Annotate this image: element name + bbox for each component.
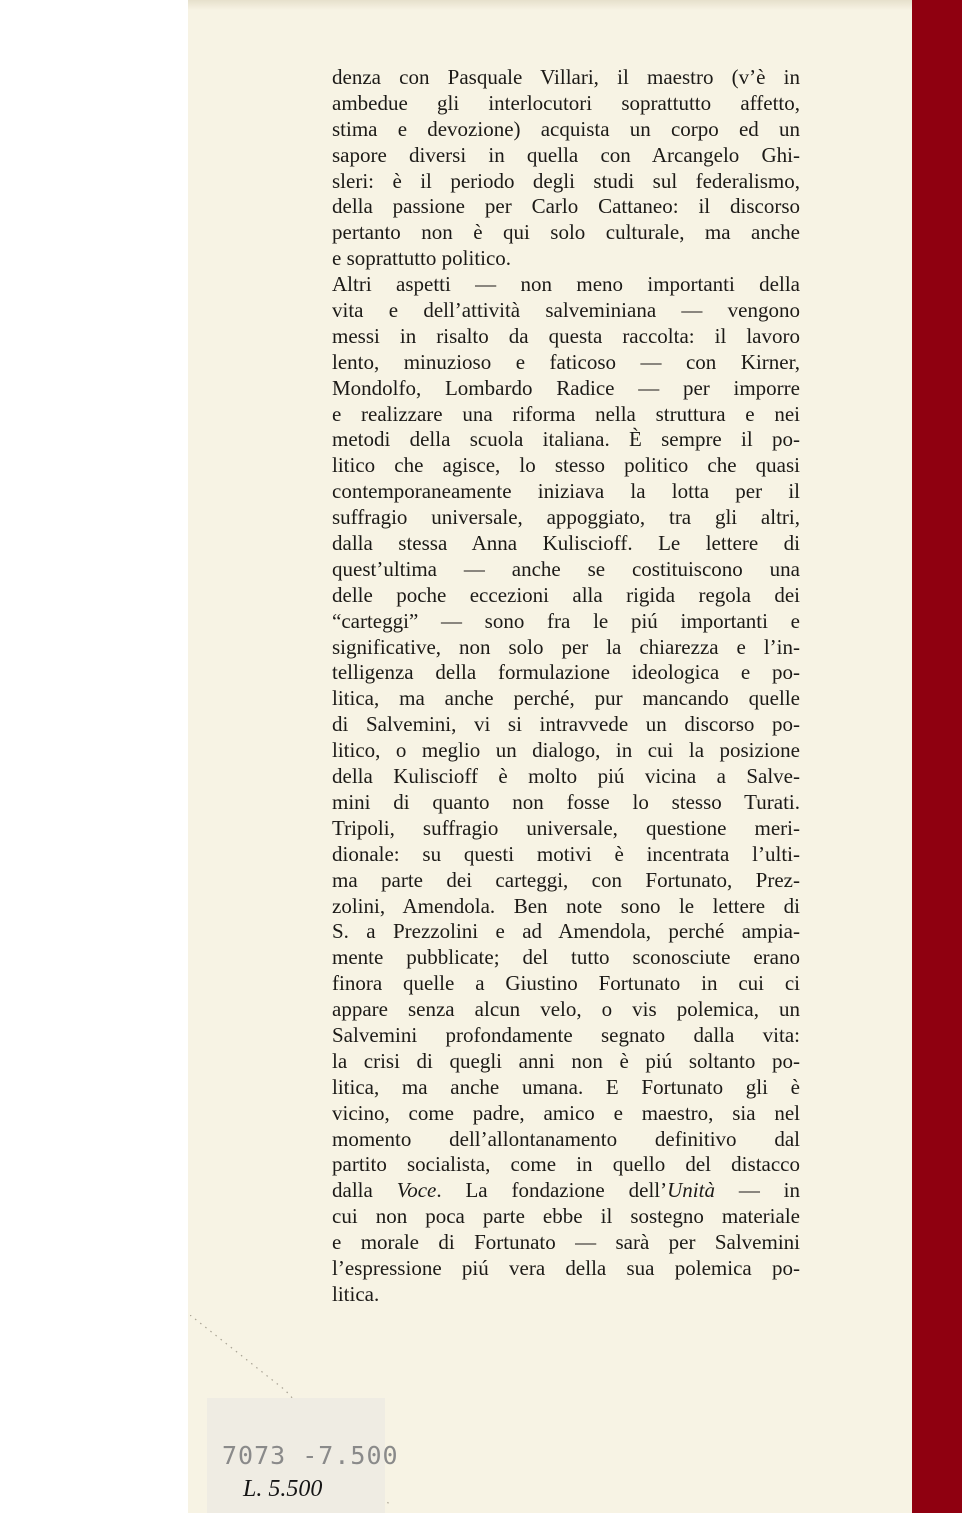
- blurb-paragraph: [332, 65, 800, 1308]
- price-label: L. 5.500: [243, 1476, 323, 1502]
- text-line: Altri aspetti — non meno importanti della: [332, 272, 800, 297]
- stamp-code: 7073 -7.500: [222, 1441, 399, 1470]
- text-line: “carteggi” — sono fra le piú importanti e: [332, 608, 800, 633]
- text-line: momento dell’allontanamento definitivo dal: [332, 1126, 800, 1151]
- text-line: sleri: è il periodo degli studi sul federalismo,: [332, 168, 800, 193]
- text-line: cui non poca parte ebbe il sostegno materiale: [332, 1204, 800, 1229]
- text-line: S. a Prezzolini e ad Amendola, perché ampia-: [332, 919, 800, 944]
- text-line: mente pubblicate; del tutto sconosciute erano: [332, 945, 800, 970]
- text-line: vicino, come padre, amico e maestro, sia nel: [332, 1100, 800, 1125]
- text-line: e soprattutto politico.: [332, 246, 512, 271]
- text-line: metodi della scuola italiana. È sempre il po-: [332, 427, 800, 452]
- text-line: dalla Voce. La fondazione dell’Unità — in: [332, 1178, 801, 1203]
- text-line: contemporaneamente iniziava la lotta per il: [332, 479, 800, 504]
- text-line: lento, minuzioso e faticoso — con Kirner,: [332, 349, 800, 374]
- text-line: litico, o meglio un dialogo, in cui la posizione: [332, 738, 800, 763]
- text-line: significative, non solo per la chiarezza e l’in-: [332, 634, 800, 659]
- scan-margin: [0, 0, 188, 1513]
- text-line: zolini, Amendola. Ben note sono le lettere di: [332, 893, 800, 918]
- text-line: stima e devozione) acquista un corpo ed un: [332, 116, 800, 141]
- text-line: ma parte dei carteggi, con Fortunato, Prez-: [332, 867, 800, 892]
- text-line: vita e dell’attività salveminiana — vengono: [332, 298, 800, 323]
- text-line: Salvemini profondamente segnato dalla vita:: [332, 1022, 800, 1047]
- text-line: suffragio universale, appoggiato, tra gli altri,: [332, 505, 800, 530]
- text-line: e realizzare una riforma nella struttura e nei: [332, 401, 800, 426]
- text-line: delle poche eccezioni alla rigida regola dei: [332, 582, 800, 607]
- page-top-shadow: [188, 0, 912, 10]
- text-line: appare senza alcun velo, o vis polemica, un: [332, 997, 800, 1022]
- text-line: denza con Pasquale Villari, il maestro (v’è in: [332, 65, 800, 89]
- text-line: della passione per Carlo Cattaneo: il discorso: [332, 194, 800, 219]
- text-line: litica, ma anche umana. E Fortunato gli è: [332, 1074, 800, 1099]
- text-line: dalla stessa Anna Kuliscioff. Le lettere di: [332, 531, 800, 556]
- text-line: messi in risalto da questa raccolta: il lavoro: [332, 323, 800, 348]
- text-line: litica, ma anche perché, pur mancando quelle: [332, 686, 800, 711]
- text-line: litica.: [332, 1281, 380, 1306]
- text-line: partito socialista, come in quello del distacco: [332, 1152, 800, 1177]
- text-line: telligenza della formulazione ideologica e po-: [332, 660, 800, 685]
- text-line: di Salvemini, vi si intravvede un discorso po-: [332, 712, 800, 737]
- text-line: pertanto non è qui solo culturale, ma anche: [332, 220, 800, 245]
- red-spine-band: [912, 0, 962, 1513]
- text-line: l’espressione piú vera della sua polemica po-: [332, 1255, 800, 1280]
- text-line: la crisi di quegli anni non è piú soltanto po-: [332, 1048, 800, 1073]
- text-line: sapore diversi in quella con Arcangelo Ghi-: [332, 142, 800, 167]
- text-line: Mondolfo, Lombardo Radice — per imporre: [332, 375, 800, 400]
- text-line: quest’ultima — anche se costituiscono una: [332, 556, 800, 581]
- text-line: Tripoli, suffragio universale, questione meri-: [332, 815, 800, 840]
- text-line: mini di quanto non fosse lo stesso Turati.: [332, 789, 800, 814]
- text-line: della Kuliscioff è molto piú vicina a Salve-: [332, 764, 800, 789]
- text-line: e morale di Fortunato — sarà per Salvemini: [332, 1230, 800, 1255]
- text-line: dionale: su questi motivi è incentrata l’ulti-: [332, 841, 800, 866]
- text-line: finora quelle a Giustino Fortunato in cui ci: [332, 971, 800, 996]
- text-line: litico che agisce, lo stesso politico che quasi: [332, 453, 800, 478]
- text-line: ambedue gli interlocutori soprattutto affetto,: [332, 90, 800, 115]
